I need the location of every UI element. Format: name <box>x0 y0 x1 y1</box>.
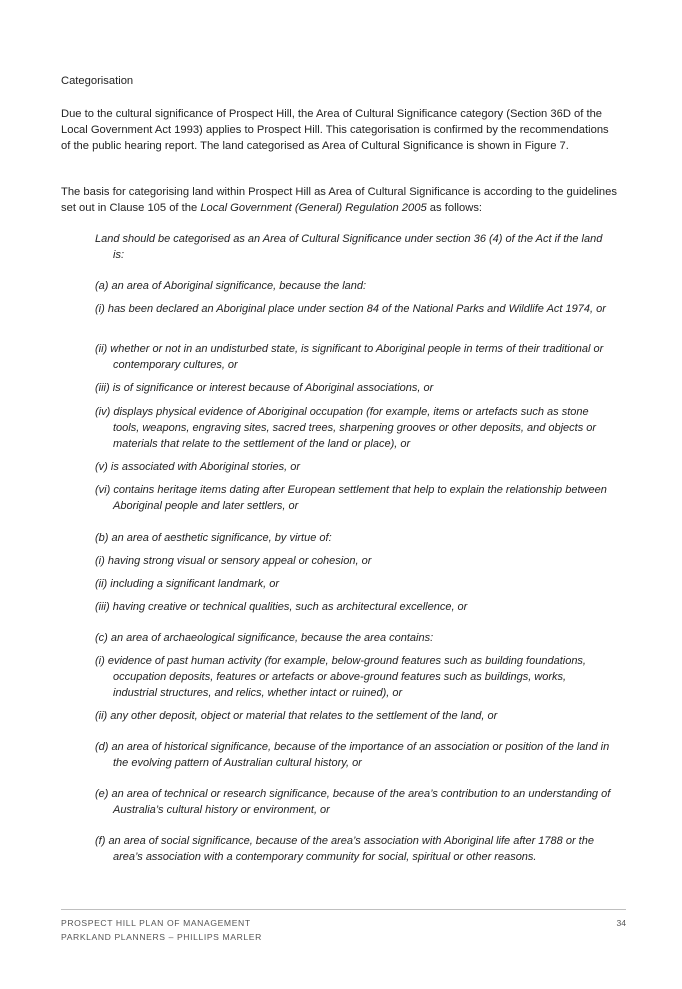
list-item: (i) evidence of past human activity (for example, below-ground features such as building foundations, occupation deposits, features or artefacts or above-ground features such as buildings, works, industrial structures, and relics, whether intact or ruined), or <box>95 655 586 699</box>
list-item: (d) an area of historical significance, because of the importance of an association or position of the land in the evolving pattern of Australian cultural history, or <box>95 741 610 769</box>
page-number: 34 <box>616 918 626 928</box>
quote-intro: Land should be categorised as an Area of Cultural Significance under section 36 (4) of the Act if the land is: <box>95 233 603 261</box>
footer-document-title: PROSPECT HILL PLAN OF MANAGEMENT <box>61 918 251 928</box>
footer-authors: PARKLAND PLANNERS – PHILLIPS MARLER <box>61 932 262 942</box>
list-item: (iii) is of significance or interest because of Aboriginal associations, or <box>95 382 434 394</box>
list-item: (f) an area of social significance, because of the area’s association with Aboriginal life after 1788 or the area’s association with a contemporary community for social, spiritual or other reasons. <box>95 835 594 863</box>
list-item: (ii) whether or not in an undisturbed state, is significant to Aboriginal people in terms of their traditional or contemporary cultures, or <box>95 343 604 371</box>
regulation-title: Local Government (General) Regulation 2005 <box>200 202 427 214</box>
paragraph-basis-text: The basis for categorising land within Prospect Hill as Area of Cultural Significance is according to the guidelines set out in Clause 105 of the <box>61 186 617 214</box>
list-item: (e) an area of technical or research significance, because of the area’s contribution to an understanding of Australia’s cultural history or environment, or <box>95 788 611 816</box>
list-item: (c) an area of archaeological significance, because the area contains: <box>95 632 434 644</box>
list-item: (vi) contains heritage items dating after European settlement that help to explain the relationship between Aboriginal people and later settlers, or <box>95 484 607 512</box>
list-item: (i) has been declared an Aboriginal place under section 84 of the National Parks and Wildlife Act 1974, or <box>95 303 606 315</box>
paragraph-basis <box>61 184 621 216</box>
footer-divider <box>61 909 626 910</box>
list-item: (iii) having creative or technical qualities, such as architectural excellence, or <box>95 601 468 613</box>
list-item: (v) is associated with Aboriginal stories, or <box>95 461 301 473</box>
list-item: (ii) including a significant landmark, or <box>95 578 280 590</box>
section-heading: Categorisation <box>61 75 134 87</box>
paragraph-basis-end: as follows: <box>426 202 483 214</box>
list-item: (b) an area of aesthetic significance, by virtue of: <box>95 532 332 544</box>
paragraph-categorisation: Due to the cultural significance of Prospect Hill, the Area of Cultural Significance category (Section 36D of the Local Government Act 1993) applies to Prospect Hill. This categorisation is confirmed by the recommendations of the public hearing report. The land categorised as Area of Cultural Significance is shown in Figure 7. <box>61 108 609 152</box>
list-item: (ii) any other deposit, object or material that relates to the settlement of the land, or <box>95 710 498 722</box>
list-item: (i) having strong visual or sensory appeal or cohesion, or <box>95 555 372 567</box>
list-item: (a) an area of Aboriginal significance, because the land: <box>95 280 367 292</box>
list-item: (iv) displays physical evidence of Aboriginal occupation (for example, items or artefacts such as stone tools, weapons, engraving sites, sacred trees, sharpening grooves or other deposits, and objects or materials that relate to the settlement of the land or place), or <box>95 406 597 450</box>
